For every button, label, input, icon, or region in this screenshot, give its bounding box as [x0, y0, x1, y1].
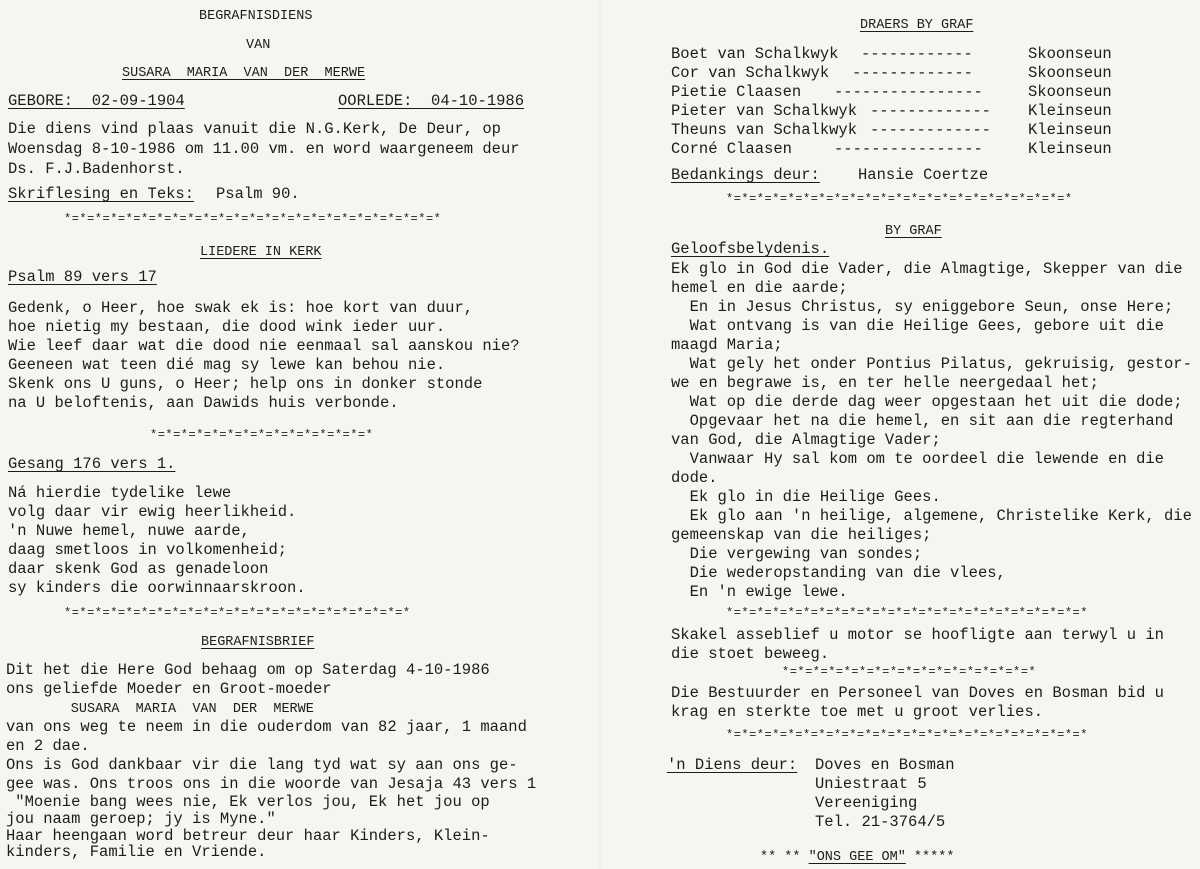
letter-line: jou naam geroep; jy is Myne.": [6, 810, 276, 828]
creed-heading: Geloofsbelydenis.: [671, 240, 830, 258]
gesang-line: Ná hierdie tydelike lewe: [8, 484, 232, 502]
hymns-title: LIEDERE IN KERK: [200, 245, 322, 260]
creed-line: En 'n ewige lewe.: [671, 583, 848, 601]
footer-stars-left: ** **: [760, 850, 809, 865]
pallbearer-dash: -------------: [870, 121, 991, 139]
pallbearer-name: Pieter van Schalkwyk: [671, 102, 858, 120]
creed-line: Ek glo aan 'n heilige, algemene, Christelike Kerk, die: [671, 507, 1192, 525]
thanks-label: Bedankings deur:: [671, 166, 820, 184]
creed-line: En in Jesus Christus, sy eniggebore Seun, onse Here;: [671, 298, 1174, 316]
funeral-letter-title: BEGRAFNISBRIEF: [201, 635, 315, 650]
pallbearer-relation: Skoonseun: [1028, 83, 1112, 101]
by-grave-title: BY GRAF: [885, 224, 942, 239]
thanks-value: Hansie Coertze: [858, 166, 989, 184]
creed-line: Wat op die derde dag weer opgestaan het uit die dode;: [671, 393, 1183, 411]
star-divider: *=*=*=*=*=*=*=*=*=*=*=*=*=*=*=*=*=*=*=*=*=*=*=*: [726, 728, 1088, 742]
star-divider: *=*=*=*=*=*=*=*=*=*=*=*=*=*=*=*=*: [782, 665, 1037, 679]
footer-motto: [760, 848, 954, 867]
creed-line: hemel en die aarde;: [671, 279, 848, 297]
undertaker-address: Tel. 21-3764/5: [815, 813, 946, 831]
pallbearer-dash: ----------------: [834, 140, 983, 158]
psalm-line: Gedenk, o Heer, hoe swak ek is: hoe kort van duur,: [8, 299, 474, 317]
pallbearer-name: Pietie Claasen: [671, 83, 802, 101]
star-divider: *=*=*=*=*=*=*=*=*=*=*=*=*=*=*=*=*=*=*=*=*=*=*: [64, 606, 411, 620]
died-date: OORLEDE: 04-10-1986: [338, 92, 525, 110]
pallbearer-dash: ----------------: [834, 83, 983, 101]
pallbearer-dash: ------------: [861, 45, 973, 63]
gesang-line: sy kinders die oorwinnaarskroon.: [8, 579, 306, 597]
creed-line: Ek glo in God die Vader, die Almagtige, Skepper van die: [671, 260, 1183, 278]
star-divider: *=*=*=*=*=*=*=*=*=*=*=*=*=*=*=*=*=*=*=*=*=*=*: [726, 192, 1073, 206]
pallbearer-dash: -------------: [870, 102, 991, 120]
pallbearer-name: Corné Claasen: [671, 140, 792, 158]
footer-stars-right: *****: [905, 850, 955, 865]
pallbearer-name: Theuns van Schalkwyk: [671, 121, 858, 139]
service-by-label: 'n Diens deur:: [667, 756, 798, 774]
undertaker-line: Die Bestuurder en Personeel van Doves en Bosman bid u: [671, 684, 1164, 702]
undertaker-address: Uniestraat 5: [815, 775, 927, 793]
letter-line: Haar heengaan word betreur deur haar Kinders, Klein-: [6, 827, 490, 845]
headlights-line: die stoet beweeg.: [671, 645, 830, 663]
star-divider: *=*=*=*=*=*=*=*=*=*=*=*=*=*=*=*=*=*=*=*=*=*=*=*: [726, 606, 1088, 620]
deceased-name: SUSARA MARIA VAN DER MERWE: [122, 66, 366, 81]
creed-line: Ek glo in die Heilige Gees.: [671, 488, 941, 506]
letter-line: en 2 dae.: [6, 737, 90, 755]
psalm-line: Wie leef daar wat die dood nie eenmaal sal aanskou nie?: [8, 337, 520, 355]
pallbearer-dash: -------------: [852, 64, 973, 82]
born-date: GEBORE: 02-09-1904: [8, 92, 185, 110]
creed-line: gemeenskap van die heiliges;: [671, 526, 932, 544]
pallbearer-relation: Skoonseun: [1028, 64, 1112, 82]
van-label: VAN: [246, 38, 271, 53]
gesang-line: daag smetloos in volkomenheid;: [8, 541, 288, 559]
right-page: [600, 0, 1200, 869]
gesang-line: daar skenk God as genadeloon: [8, 560, 269, 578]
creed-line: Wat ontvang is van die Heilige Gees, gebore uit die: [671, 317, 1164, 335]
psalm-line: Geeneen wat teen dié mag sy lewe kan behou nie.: [8, 356, 446, 374]
letter-line: ons geliefde Moeder en Groot-moeder: [6, 680, 332, 698]
creed-line: Die vergewing van sondes;: [671, 545, 923, 563]
letter-line: "Moenie bang wees nie, Ek verlos jou, Ek het jou op: [6, 793, 490, 811]
letter-line: kinders, Familie en Vriende.: [6, 843, 267, 861]
pallbearer-relation: Kleinseun: [1028, 102, 1112, 120]
service-title: BEGRAFNISDIENS: [199, 9, 313, 24]
gesang-line: volg daar vir ewig heerlikheid.: [8, 503, 297, 521]
undertaker-line: krag en sterkte toe met u groot verlies.: [671, 703, 1044, 721]
scripture-label: Skriflesing en Teks:: [8, 185, 195, 203]
gesang-line: 'n Nuwe hemel, nuwe aarde,: [8, 522, 250, 540]
creed-line: Opgevaar het na die hemel, en sit aan die regterhand: [671, 412, 1174, 430]
gesang-heading: Gesang 176 vers 1.: [8, 455, 176, 473]
pallbearer-name: Cor van Schalkwyk: [671, 64, 830, 82]
letter-line: Dit het die Here God behaag om op Saterdag 4-10-1986: [6, 661, 490, 679]
pallbearers-title: DRAERS BY GRAF: [860, 18, 974, 33]
letter-line: van ons weg te neem in die ouderdom van 82 jaar, 1 maand: [6, 718, 527, 736]
scripture-value: Psalm 90.: [216, 185, 300, 203]
creed-line: we en begrawe is, en ter helle neergedaal het;: [671, 374, 1099, 392]
creed-line: Wat gely het onder Pontius Pilatus, gekruisig, gestor-: [671, 355, 1192, 373]
footer-slogan: "ONS GEE OM": [808, 850, 906, 865]
creed-line: van God, die Almagtige Vader;: [671, 431, 941, 449]
psalm-heading: Psalm 89 vers 17: [8, 268, 157, 286]
creed-line: dode.: [671, 469, 718, 487]
letter-line: Ons is God dankbaar vir die lang tyd wat sy aan ons ge-: [6, 756, 518, 774]
psalm-line: hoe nietig my bestaan, die dood wink ieder uur.: [8, 318, 446, 336]
letter-line: gee was. Ons troos ons in die woorde van Jesaja 43 vers 1: [6, 775, 537, 793]
letter-line: SUSARA MARIA VAN DER MERWE: [6, 702, 314, 717]
intro-line: Die diens vind plaas vanuit die N.G.Kerk, De Deur, op: [8, 120, 501, 138]
creed-line: maagd Maria;: [671, 336, 783, 354]
pallbearer-relation: Kleinseun: [1028, 140, 1112, 158]
star-divider: *=*=*=*=*=*=*=*=*=*=*=*=*=*=*: [150, 428, 374, 442]
psalm-line: na U beloftenis, aan Dawids huis verbonde.: [8, 394, 399, 412]
undertaker-address: Doves en Bosman: [815, 756, 955, 774]
psalm-line: Skenk ons U guns, o Heer; help ons in donker stonde: [8, 375, 483, 393]
creed-line: Vanwaar Hy sal kom om te oordeel die lewende en die: [671, 450, 1164, 468]
pallbearer-relation: Skoonseun: [1028, 45, 1112, 63]
headlights-line: Skakel asseblief u motor se hoofligte aan terwyl u in: [671, 626, 1164, 644]
star-divider: *=*=*=*=*=*=*=*=*=*=*=*=*=*=*=*=*=*=*=*=*=*=*=*=*: [64, 212, 442, 226]
intro-line: Ds. F.J.Badenhorst.: [8, 160, 185, 178]
intro-line: Woensdag 8-10-1986 om 11.00 vm. en word waargeneem deur: [8, 140, 520, 158]
creed-line: Die wederopstanding van die vlees,: [671, 564, 1006, 582]
undertaker-address: Vereeniging: [815, 794, 918, 812]
pallbearer-relation: Kleinseun: [1028, 121, 1112, 139]
pallbearer-name: Boet van Schalkwyk: [671, 45, 839, 63]
